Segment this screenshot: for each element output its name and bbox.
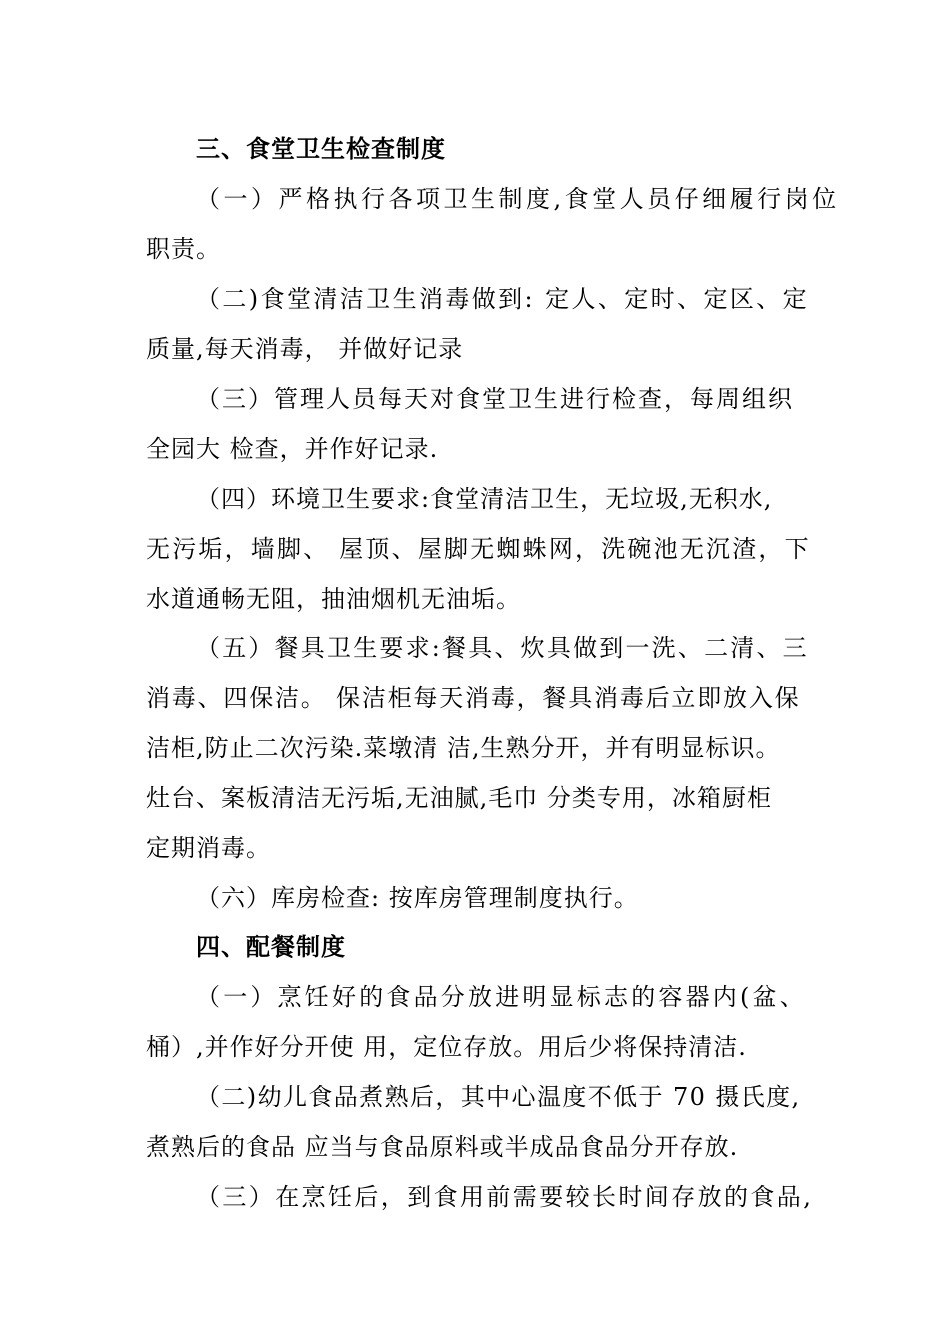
paragraph-line: 定期消毒。	[146, 834, 271, 862]
section-heading-meal-distribution: 四、配餐制度	[196, 933, 346, 961]
paragraph-line: （四）环境卫生要求:食堂清洁卫生，无垃圾,无积水,	[196, 485, 773, 513]
paragraph-line: 质量,每天消毒， 并做好记录	[146, 335, 464, 363]
paragraph-line: （一）烹饪好的食品分放进明显标志的容器内(盆、	[196, 983, 807, 1011]
paragraph-line: （三）在烹饪后，到食用前需要较长时间存放的食品,	[196, 1183, 814, 1211]
paragraph-line: （六）库房检查: 按库房管理制度执行。	[196, 884, 639, 912]
paragraph-line: 消毒、四保洁。 保洁柜每天消毒，餐具消毒后立即放入保	[146, 684, 801, 712]
paragraph-line: 桶）,并作好分开使 用，定位存放。用后少将保持清洁.	[146, 1033, 747, 1061]
section-heading-canteen-hygiene-inspection: 三、食堂卫生检查制度	[196, 135, 446, 163]
paragraph-line: 无污垢，墙脚、 屋顶、屋脚无蜘蛛网，洗碗池无沉渣，下	[146, 535, 811, 563]
paragraph-line: 全园大 检查，并作好记录.	[146, 435, 439, 463]
paragraph-line: 灶台、案板清洁无污垢,无油腻,毛巾 分类专用，冰箱厨柜	[146, 784, 772, 812]
paragraph-line: （二)食堂清洁卫生消毒做到: 定人、定时、定区、定	[196, 285, 810, 313]
paragraph-line: （三）管理人员每天对食堂卫生进行检查，每周组织	[196, 385, 794, 413]
paragraph-line: （二)幼儿食品煮熟后，其中心温度不低于 70 摄氏度,	[196, 1083, 801, 1111]
paragraph-line: 煮熟后的食品 应当与食品原料或半成品食品分开存放.	[146, 1133, 739, 1161]
paragraph-line: 水道通畅无阻，抽油烟机无油垢。	[146, 585, 521, 613]
paragraph-line: 洁柜,防止二次污染.菜墩清 洁,生熟分开，并有明显标识。	[146, 734, 781, 762]
paragraph-line: （五）餐具卫生要求:餐具、炊具做到一洗、二清、三	[196, 634, 809, 662]
paragraph-line: （一）严格执行各项卫生制度,食堂人员仔细履行岗位	[196, 185, 840, 213]
paragraph-line: 职责。	[146, 235, 221, 263]
